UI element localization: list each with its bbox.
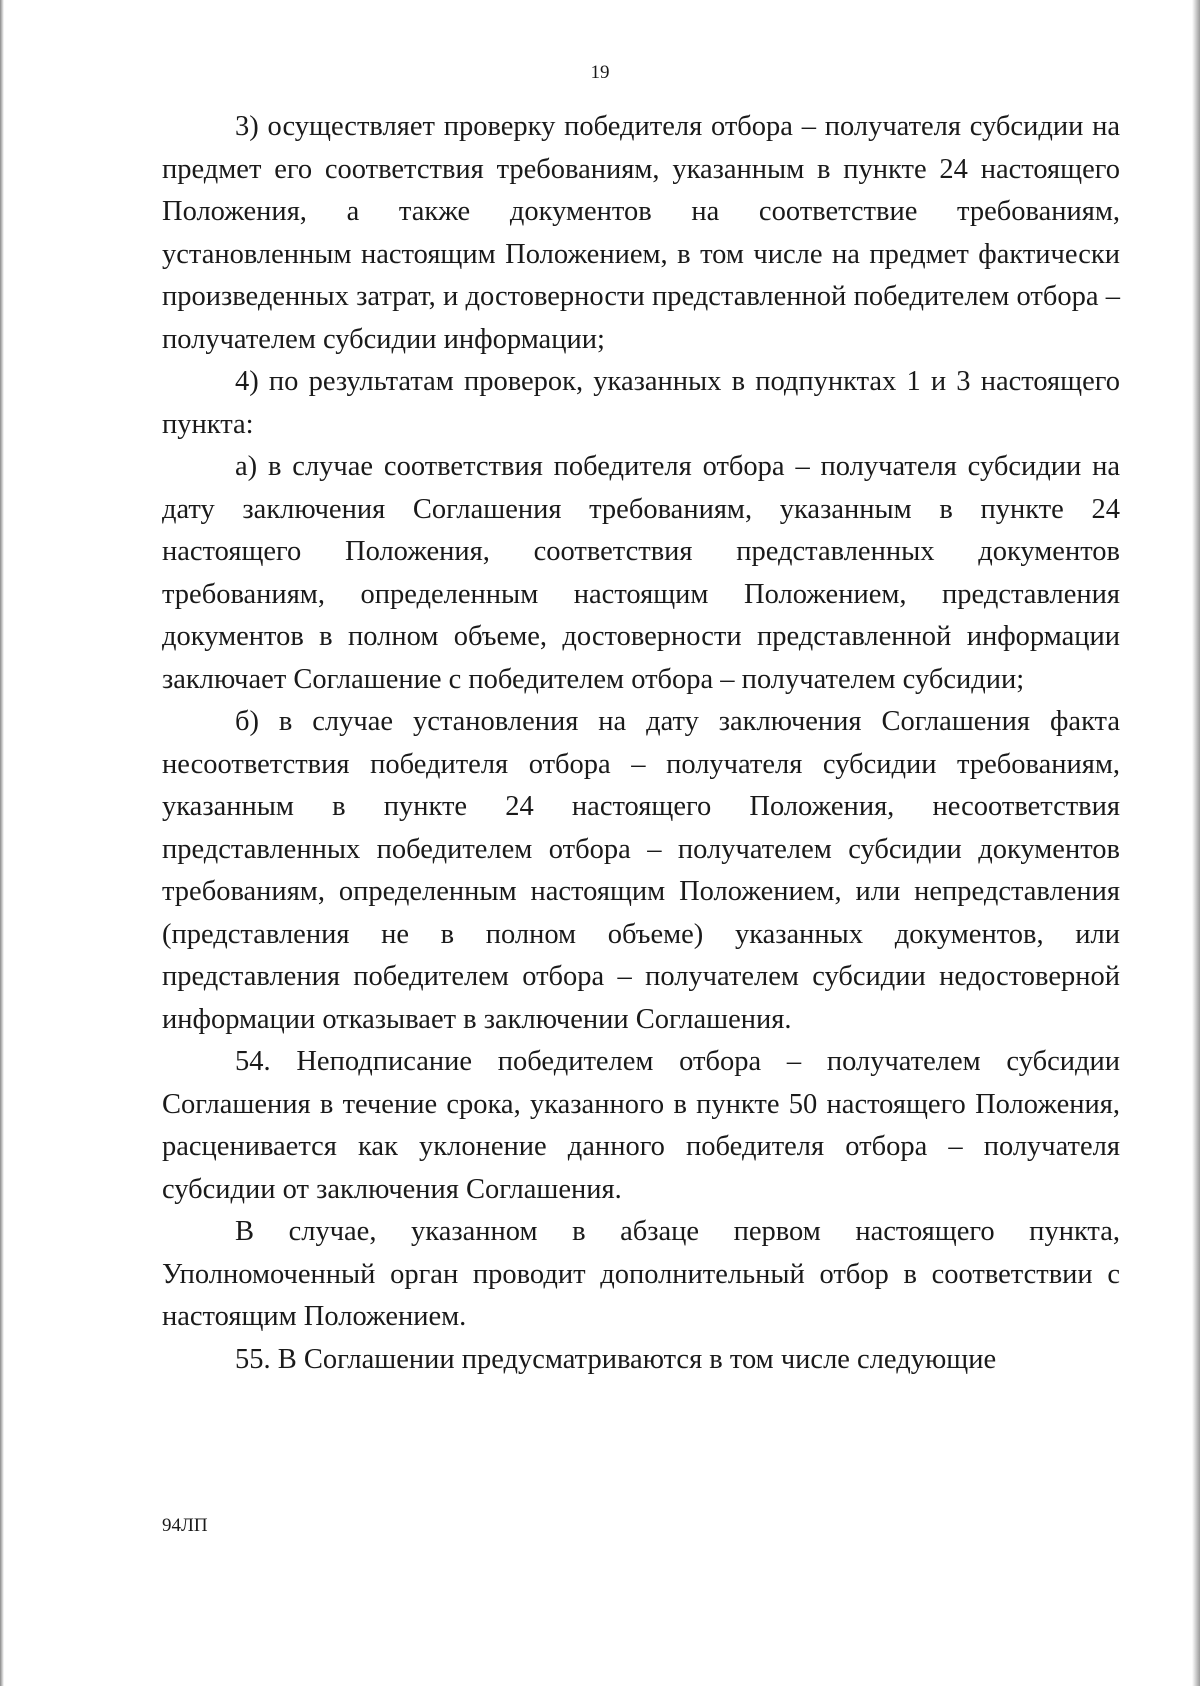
footer-document-code: 94ЛП [162,1515,208,1536]
scan-edge-left [0,0,4,1686]
paragraph-clause-55: 55. В Соглашении предусматриваются в том числе следующие [235,1343,997,1375]
document-body [162,106,1120,1381]
paragraph-item-3: 3) осуществляет проверку победителя отбора – получателя субсидии на предмет его соответствия требованиям, указанным в пункте 24 настоящего Положения, а также документов на соответствие требованиям, установленным настоящим Положением, в том числе на предмет фактически произведенных затрат, и достоверности представленной победителем отбора – получателем субсидии информации; [162,111,1120,355]
scan-edge-right [1192,0,1200,1686]
page-number: 19 [590,62,610,83]
paragraph-subitem-b: б) в случае установления на дату заключения Соглашения факта несоответствия победителя отбора – получателя субсидии требованиям, указанным в пункте 24 настоящего Положения, несоответствия представленных победителем отбора – получателем субсидии документов требованиям, определенным настоящим Положением, или непредставления (представления не в полном объеме) указанных документов, или представления победителем отбора – получателем субсидии недостоверной информации отказывает в заключении Соглашения. [162,706,1120,1035]
paragraph-clause-54-second: В случае, указанном в абзаце первом настоящего пункта, Уполномоченный орган проводит дополнительный отбор в соответствии с настоящим Положением. [162,1216,1120,1332]
paragraph-clause-54: 54. Неподписание победителем отбора – получателем субсидии Соглашения в течение срока, указанного в пункте 50 настоящего Положения, расценивается как уклонение данного победителя отбора – получателя субсидии от заключения Соглашения. [162,1046,1120,1205]
paragraph-item-4: 4) по результатам проверок, указанных в подпунктах 1 и 3 настоящего пункта: [162,366,1120,440]
paragraph-subitem-a: а) в случае соответствия победителя отбора – получателя субсидии на дату заключения Соглашения требованиям, указанным в пункте 24 настоящего Положения, соответствия представленных документов требованиям, определенным настоящим Положением, представления документов в полном объеме, достоверности представленной информации заключает Соглашение с победителем отбора – получателем субсидии; [162,451,1120,695]
